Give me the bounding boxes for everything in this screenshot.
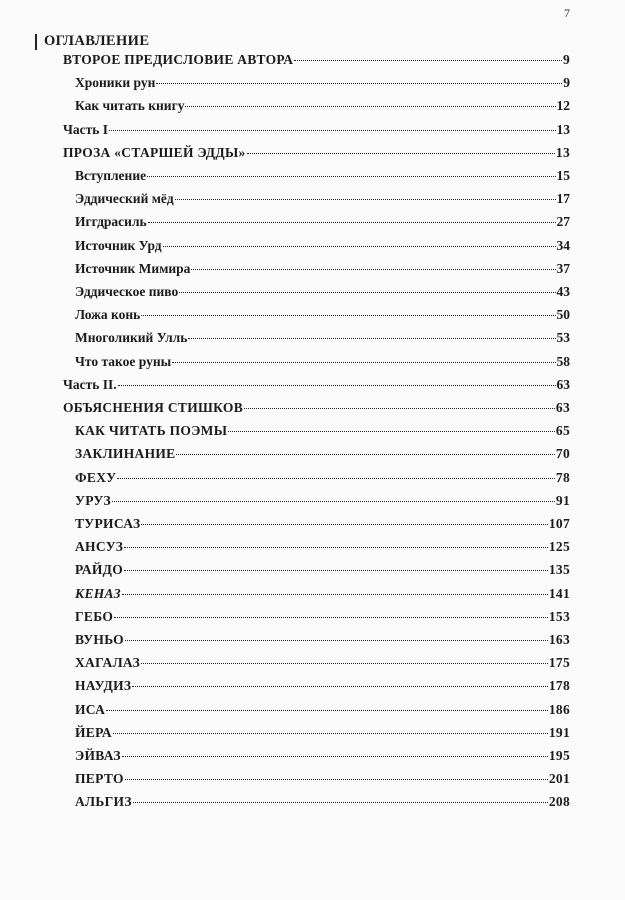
toc-entry-label: АЛЬГИЗ [75,794,132,810]
toc-entry-page: 201 [548,771,570,787]
toc-entry-label: Многоликий Улль [75,330,188,346]
toc-dot-leader [156,83,562,84]
toc-dot-leader [294,60,562,61]
toc-entry-label: Источник Урд [75,237,162,253]
toc-entry [75,702,570,725]
toc-dot-leader [179,292,555,293]
toc-entry-page: 195 [548,748,570,763]
toc-entry [75,75,570,98]
toc-entry-label: Вступление [75,168,147,183]
toc-entry-label: ПРОЗА «СТАРШЕЙ ЭДДЫ» [63,144,246,160]
toc-entry-page: 63 [555,400,570,415]
toc-entry-page: 70 [555,446,570,462]
toc-entry-page: 43 [556,284,570,299]
toc-entry [75,238,570,261]
toc-entry [75,423,570,446]
toc-dot-leader [114,617,548,618]
toc-dot-leader [106,710,548,711]
toc-entry [75,261,570,284]
toc-dot-leader [141,315,555,316]
toc-entry-label: АНСУЗ [75,539,124,555]
toc-entry-label: ЙЕРА [75,724,112,740]
toc-entry-label: КАК ЧИТАТЬ ПОЭМЫ [75,423,228,439]
toc-dot-leader [133,802,548,803]
toc-entry-label: Эддическое пиво [75,284,179,299]
toc-entry-label: Часть II. [63,376,117,392]
toc-entry-page: 141 [548,585,570,601]
toc-entry [75,214,570,237]
toc-entry [75,446,570,469]
toc-entry [75,330,570,353]
toc-entry-label: Как читать книгу [75,98,185,114]
toc-dot-leader [117,478,554,479]
toc-entry [63,145,570,168]
toc-entry [75,470,570,493]
toc-entry-label: Источник Мимира [75,260,191,276]
toc-dot-leader [163,246,556,247]
toc-entry [63,400,570,423]
toc-entry-page: 9 [563,75,570,91]
toc-entry [75,284,570,307]
toc-entry-label: Иггдрасиль [75,214,147,230]
toc-entry [75,307,570,330]
toc-dot-leader [172,362,555,363]
toc-entry-label: ВУНЬО [75,632,124,647]
toc-entry-page: 175 [548,655,570,671]
toc-dot-leader [118,385,556,386]
toc-entry-page: 15 [556,168,570,183]
toc-entry-label: ГЕБО [75,608,114,624]
toc-entry-page: 13 [555,144,570,160]
toc-dot-leader [228,431,555,432]
toc-entry-page: 153 [548,608,570,624]
toc-dot-leader [132,686,548,687]
toc-entry-page: 37 [556,260,570,276]
toc-dot-leader [113,733,548,734]
toc-entry [75,794,570,817]
toc-dot-leader [109,130,555,131]
toc-entry-page: 65 [555,423,570,439]
toc-entry [63,377,570,400]
toc-entry-label: ТУРИСАЗ [75,516,141,531]
toc-entry-label: Что такое руны [75,353,172,369]
toc-dot-leader [244,408,555,409]
toc-dot-leader [176,454,554,455]
toc-entry-page: 50 [556,307,570,323]
toc-entry [75,539,570,562]
toc-entry-label: ОБЪЯСНЕНИЯ СТИШКОВ [63,400,243,415]
toc-dot-leader [141,524,547,525]
toc-entry [75,562,570,585]
toc-entry-page: 125 [548,539,570,555]
toc-entry-label: КЕНАЗ [75,585,121,601]
toc-entry [75,493,570,516]
toc-entry-label: Часть I [63,121,109,137]
toc-entry [75,632,570,655]
toc-entry [75,725,570,748]
toc-entry-page: 186 [548,701,570,717]
toc-entry [75,748,570,771]
toc-entry-label: ИСА [75,701,106,717]
toc-title: ОГЛАВЛЕНИЕ [44,33,150,49]
toc-entry-page: 191 [548,724,570,740]
toc-entry-label: Ложа конь [75,307,141,323]
toc-dot-leader [125,779,548,780]
toc-dot-leader [247,153,555,154]
toc-entry [75,168,570,191]
toc-entry-page: 178 [548,678,570,694]
toc-entry-label: УРУЗ [75,492,111,508]
toc-entry-label: ФЕХУ [75,469,117,485]
toc-dot-leader [122,594,548,595]
toc-entry [75,354,570,377]
toc-entry-label: ПЕРТО [75,771,124,787]
toc-entry-page: 208 [548,794,570,810]
toc-entry-label: ВТОРОЕ ПРЕДИСЛОВИЕ АВТОРА [63,52,294,67]
toc-entry-page: 78 [555,469,570,485]
toc-entry-page: 12 [556,98,570,114]
toc-dot-leader [122,756,548,757]
toc-dot-leader [141,663,548,664]
toc-entry-label: ЗАКЛИНАНИЕ [75,446,176,462]
toc-entry [63,52,570,75]
toc-entry-page: 63 [556,376,570,392]
toc-entry [75,191,570,214]
toc-entry [75,98,570,121]
toc-dot-leader [112,501,555,502]
margin-mark [35,34,37,50]
toc-entry-label: РАЙДО [75,562,124,578]
toc-entry-page: 107 [548,516,570,531]
toc-entry [75,771,570,794]
toc-entry-page: 34 [556,237,570,253]
toc-entry [63,122,570,145]
toc-entry-page: 53 [556,330,570,346]
toc-entry-page: 17 [556,191,570,207]
toc-dot-leader [148,222,556,223]
toc-entry-page: 13 [556,121,570,137]
toc-dot-leader [191,269,555,270]
toc-dot-leader [124,570,548,571]
toc-entry [75,609,570,632]
toc-dot-leader [185,106,555,107]
toc-entry-page: 27 [556,214,570,230]
toc-entry-page: 91 [555,492,570,508]
toc-entry-label: НАУДИЗ [75,678,132,694]
toc-entry-label: Хроники рун [75,75,156,91]
toc-dot-leader [125,640,548,641]
toc-entry [75,655,570,678]
toc-dot-leader [124,547,548,548]
toc-entry-label: ЭЙВАЗ [75,748,121,763]
toc-entry-page: 58 [556,353,570,369]
toc-entry-label: ХАГАЛАЗ [75,655,141,671]
toc-entry-page: 135 [548,562,570,578]
toc-dot-leader [147,176,555,177]
toc-entry [75,586,570,609]
toc-entry [75,678,570,701]
toc-entry-page: 9 [562,52,570,67]
toc-dot-leader [175,199,556,200]
toc-dot-leader [188,338,555,339]
page-number: 7 [564,6,570,20]
toc-entry-page: 163 [548,632,570,647]
toc-entry-label: Эддический мёд [75,191,174,207]
toc-entry [75,516,570,539]
